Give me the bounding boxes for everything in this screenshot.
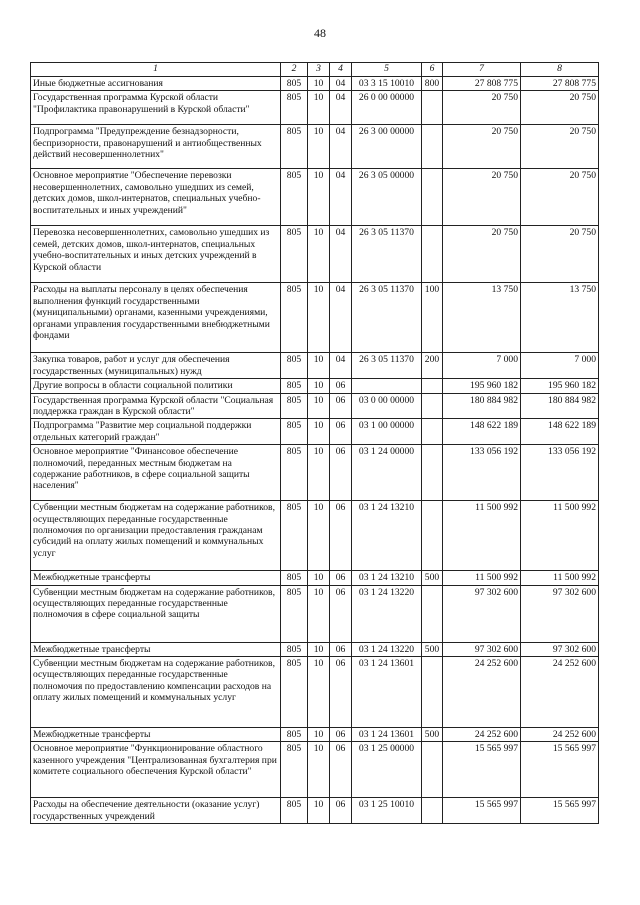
row-c6-cell <box>422 657 443 728</box>
table-row <box>31 585 599 642</box>
row-c3-cell: 10 <box>308 798 330 824</box>
row-c7-cell: 20 750 <box>443 125 521 169</box>
row-c2-cell: 805 <box>281 501 308 571</box>
row-c3-cell: 10 <box>308 585 330 642</box>
row-c4-cell: 06 <box>330 501 352 571</box>
row-c3-cell: 10 <box>308 353 330 379</box>
row-c2-cell: 805 <box>281 393 308 419</box>
row-c5-cell <box>352 379 422 393</box>
row-name-cell: Расходы на обеспечение деятельности (оказание услуг) государственных учреждений <box>31 798 281 824</box>
row-c6-cell <box>422 169 443 226</box>
table-row <box>31 125 599 169</box>
row-c6-cell: 100 <box>422 283 443 353</box>
page-number: 48 <box>314 26 326 40</box>
row-c4-cell: 06 <box>330 393 352 419</box>
row-c4-cell: 06 <box>330 571 352 585</box>
table-row <box>31 169 599 226</box>
column-header: 1 <box>31 63 281 77</box>
row-c6-cell <box>422 91 443 125</box>
row-c4-cell: 06 <box>330 379 352 393</box>
row-c8-cell: 7 000 <box>521 353 599 379</box>
row-c5-cell: 26 0 00 00000 <box>352 91 422 125</box>
row-c2-cell: 805 <box>281 728 308 742</box>
row-c8-cell: 97 302 600 <box>521 642 599 656</box>
table-body <box>31 77 599 824</box>
table-row <box>31 393 599 419</box>
row-c8-cell: 24 252 600 <box>521 728 599 742</box>
row-c8-cell: 133 056 192 <box>521 445 599 501</box>
row-c6-cell <box>422 501 443 571</box>
row-c4-cell: 04 <box>330 169 352 226</box>
row-c7-cell: 133 056 192 <box>443 445 521 501</box>
row-c4-cell: 06 <box>330 419 352 445</box>
row-c7-cell: 7 000 <box>443 353 521 379</box>
row-c6-cell <box>422 379 443 393</box>
row-c6-cell <box>422 798 443 824</box>
row-c7-cell: 195 960 182 <box>443 379 521 393</box>
row-c2-cell: 805 <box>281 642 308 656</box>
row-name-cell: Основное мероприятие "Финансовое обеспечение полномочий, переданных местным бюджетам на содержание работников, в сфере социальной защиты населения" <box>31 445 281 501</box>
row-c2-cell: 805 <box>281 798 308 824</box>
row-c2-cell: 805 <box>281 283 308 353</box>
row-c7-cell: 148 622 189 <box>443 419 521 445</box>
row-c8-cell: 11 500 992 <box>521 501 599 571</box>
table-row <box>31 742 599 798</box>
row-c8-cell: 11 500 992 <box>521 571 599 585</box>
row-c8-cell: 27 808 775 <box>521 77 599 91</box>
row-c4-cell: 06 <box>330 642 352 656</box>
row-c8-cell: 20 750 <box>521 226 599 283</box>
row-name-cell: Межбюджетные трансферты <box>31 728 281 742</box>
row-c7-cell: 180 884 982 <box>443 393 521 419</box>
row-c5-cell: 03 1 24 13210 <box>352 501 422 571</box>
row-c3-cell: 10 <box>308 169 330 226</box>
row-c2-cell: 805 <box>281 742 308 798</box>
row-c8-cell: 97 302 600 <box>521 585 599 642</box>
table-row <box>31 501 599 571</box>
row-c6-cell <box>422 226 443 283</box>
row-c8-cell: 20 750 <box>521 125 599 169</box>
row-c3-cell: 10 <box>308 379 330 393</box>
table-row <box>31 419 599 445</box>
row-c3-cell: 10 <box>308 742 330 798</box>
row-c4-cell: 04 <box>330 226 352 283</box>
row-c3-cell: 10 <box>308 642 330 656</box>
row-c3-cell: 10 <box>308 571 330 585</box>
row-c5-cell: 26 3 05 11370 <box>352 283 422 353</box>
row-c4-cell: 04 <box>330 125 352 169</box>
row-c6-cell: 500 <box>422 571 443 585</box>
row-c6-cell: 500 <box>422 728 443 742</box>
row-c5-cell: 03 1 24 13210 <box>352 571 422 585</box>
row-c8-cell: 148 622 189 <box>521 419 599 445</box>
row-c6-cell <box>422 445 443 501</box>
row-name-cell: Государственная программа Курской области "Профилактика правонарушений в Курской области" <box>31 91 281 125</box>
row-name-cell: Государственная программа Курской области "Социальная поддержка граждан в Курской области" <box>31 393 281 419</box>
row-c3-cell: 10 <box>308 91 330 125</box>
row-c6-cell <box>422 125 443 169</box>
row-c4-cell: 06 <box>330 728 352 742</box>
row-c7-cell: 24 252 600 <box>443 657 521 728</box>
table-row <box>31 283 599 353</box>
row-c5-cell: 03 1 24 13601 <box>352 728 422 742</box>
row-c5-cell: 03 1 00 00000 <box>352 419 422 445</box>
table-row <box>31 657 599 728</box>
row-c7-cell: 27 808 775 <box>443 77 521 91</box>
row-c6-cell: 800 <box>422 77 443 91</box>
row-c3-cell: 10 <box>308 501 330 571</box>
row-name-cell: Межбюджетные трансферты <box>31 642 281 656</box>
table-row <box>31 571 599 585</box>
row-c5-cell: 26 3 05 11370 <box>352 226 422 283</box>
row-c6-cell <box>422 585 443 642</box>
column-header: 6 <box>422 63 443 77</box>
row-c4-cell: 06 <box>330 798 352 824</box>
column-header: 5 <box>352 63 422 77</box>
row-c5-cell: 03 1 24 00000 <box>352 445 422 501</box>
row-c2-cell: 805 <box>281 571 308 585</box>
row-c6-cell: 200 <box>422 353 443 379</box>
row-c7-cell: 11 500 992 <box>443 571 521 585</box>
row-c8-cell: 180 884 982 <box>521 393 599 419</box>
row-c8-cell: 195 960 182 <box>521 379 599 393</box>
table-row <box>31 798 599 824</box>
row-name-cell: Подпрограмма "Предупреждение безнадзорности, беспризорности, правонарушений и антиобщественных действий несовершеннолетних" <box>31 125 281 169</box>
row-c3-cell: 10 <box>308 657 330 728</box>
row-name-cell: Субвенции местным бюджетам на содержание работников, осуществляющих переданные государственные полномочия по предоставлению компенсации расходов на оплату жилых помещений и коммунальных услуг <box>31 657 281 728</box>
row-c5-cell: 03 1 24 13220 <box>352 585 422 642</box>
row-c4-cell: 04 <box>330 77 352 91</box>
row-c8-cell: 15 565 997 <box>521 742 599 798</box>
row-c6-cell <box>422 419 443 445</box>
row-name-cell: Закупка товаров, работ и услуг для обеспечения государственных (муниципальных) нужд <box>31 353 281 379</box>
table-row <box>31 642 599 656</box>
row-c7-cell: 11 500 992 <box>443 501 521 571</box>
row-c2-cell: 805 <box>281 445 308 501</box>
budget-table <box>30 62 599 824</box>
row-c2-cell: 805 <box>281 419 308 445</box>
row-c3-cell: 10 <box>308 226 330 283</box>
row-c2-cell: 805 <box>281 657 308 728</box>
row-c7-cell: 20 750 <box>443 169 521 226</box>
column-header: 3 <box>308 63 330 77</box>
row-c5-cell: 03 0 00 00000 <box>352 393 422 419</box>
row-c7-cell: 15 565 997 <box>443 742 521 798</box>
row-name-cell: Межбюджетные трансферты <box>31 571 281 585</box>
table-row <box>31 445 599 501</box>
row-c2-cell: 805 <box>281 585 308 642</box>
row-c7-cell: 97 302 600 <box>443 585 521 642</box>
row-c3-cell: 10 <box>308 125 330 169</box>
row-c7-cell: 24 252 600 <box>443 728 521 742</box>
table-row <box>31 353 599 379</box>
row-c3-cell: 10 <box>308 283 330 353</box>
row-c2-cell: 805 <box>281 353 308 379</box>
row-c7-cell: 97 302 600 <box>443 642 521 656</box>
row-c2-cell: 805 <box>281 125 308 169</box>
table-row <box>31 728 599 742</box>
row-c4-cell: 06 <box>330 657 352 728</box>
row-c6-cell <box>422 742 443 798</box>
column-header: 2 <box>281 63 308 77</box>
row-c8-cell: 20 750 <box>521 91 599 125</box>
row-c5-cell: 03 1 24 13601 <box>352 657 422 728</box>
row-c5-cell: 03 1 25 00000 <box>352 742 422 798</box>
row-name-cell: Подпрограмма "Развитие мер социальной поддержки отдельных категорий граждан" <box>31 419 281 445</box>
table-row <box>31 91 599 125</box>
row-c5-cell: 03 3 15 10010 <box>352 77 422 91</box>
row-c3-cell: 10 <box>308 419 330 445</box>
table-row <box>31 77 599 91</box>
row-name-cell: Основное мероприятие "Обеспечение перевозки несовершеннолетних, самовольно ушедших из семей, детских домов, школ-интернатов, специальных учебно-воспитательных и иных учреждений" <box>31 169 281 226</box>
row-c2-cell: 805 <box>281 169 308 226</box>
row-c8-cell: 24 252 600 <box>521 657 599 728</box>
row-c3-cell: 10 <box>308 728 330 742</box>
row-c2-cell: 805 <box>281 226 308 283</box>
row-c7-cell: 13 750 <box>443 283 521 353</box>
row-c2-cell: 805 <box>281 91 308 125</box>
row-name-cell: Субвенции местным бюджетам на содержание работников, осуществляющих переданные государственные полномочия по организации предоставления гражданам субсидий на оплату жилых помещений и коммунальных услуг <box>31 501 281 571</box>
row-c5-cell: 26 3 05 11370 <box>352 353 422 379</box>
column-header: 7 <box>443 63 521 77</box>
row-name-cell: Другие вопросы в области социальной политики <box>31 379 281 393</box>
row-c6-cell <box>422 393 443 419</box>
row-c5-cell: 03 1 24 13220 <box>352 642 422 656</box>
row-c3-cell: 10 <box>308 393 330 419</box>
row-c7-cell: 15 565 997 <box>443 798 521 824</box>
row-c4-cell: 04 <box>330 91 352 125</box>
row-c2-cell: 805 <box>281 77 308 91</box>
table-row <box>31 226 599 283</box>
table-header-row <box>31 63 599 77</box>
row-c6-cell: 500 <box>422 642 443 656</box>
row-c4-cell: 06 <box>330 445 352 501</box>
row-c5-cell: 26 3 05 00000 <box>352 169 422 226</box>
column-header: 8 <box>521 63 599 77</box>
row-name-cell: Расходы на выплаты персоналу в целях обеспечения выполнения функций государственными (муниципальными) органами, казенными учреждениями, органами управления государственными внебюджетными фондами <box>31 283 281 353</box>
row-name-cell: Основное мероприятие "Функционирование областного казенного учреждения "Централизованная бухгалтерия при комитете социального обеспечения Курской области" <box>31 742 281 798</box>
row-c4-cell: 06 <box>330 585 352 642</box>
row-name-cell: Субвенции местным бюджетам на содержание работников, осуществляющих переданные государственные полномочия в сфере социальной защиты <box>31 585 281 642</box>
row-c3-cell: 10 <box>308 77 330 91</box>
row-c5-cell: 26 3 00 00000 <box>352 125 422 169</box>
row-c8-cell: 13 750 <box>521 283 599 353</box>
row-c3-cell: 10 <box>308 445 330 501</box>
row-name-cell: Перевозка несовершеннолетних, самовольно ушедших из семей, детских домов, школ-интернатов, специальных учебно-воспитательных и иных детских учреждений в Курской области <box>31 226 281 283</box>
row-c8-cell: 15 565 997 <box>521 798 599 824</box>
row-c4-cell: 04 <box>330 353 352 379</box>
row-c7-cell: 20 750 <box>443 91 521 125</box>
row-c7-cell: 20 750 <box>443 226 521 283</box>
row-c5-cell: 03 1 25 10010 <box>352 798 422 824</box>
row-c8-cell: 20 750 <box>521 169 599 226</box>
column-header: 4 <box>330 63 352 77</box>
table-row <box>31 379 599 393</box>
row-name-cell: Иные бюджетные ассигнования <box>31 77 281 91</box>
row-c4-cell: 04 <box>330 283 352 353</box>
row-c4-cell: 06 <box>330 742 352 798</box>
row-c2-cell: 805 <box>281 379 308 393</box>
